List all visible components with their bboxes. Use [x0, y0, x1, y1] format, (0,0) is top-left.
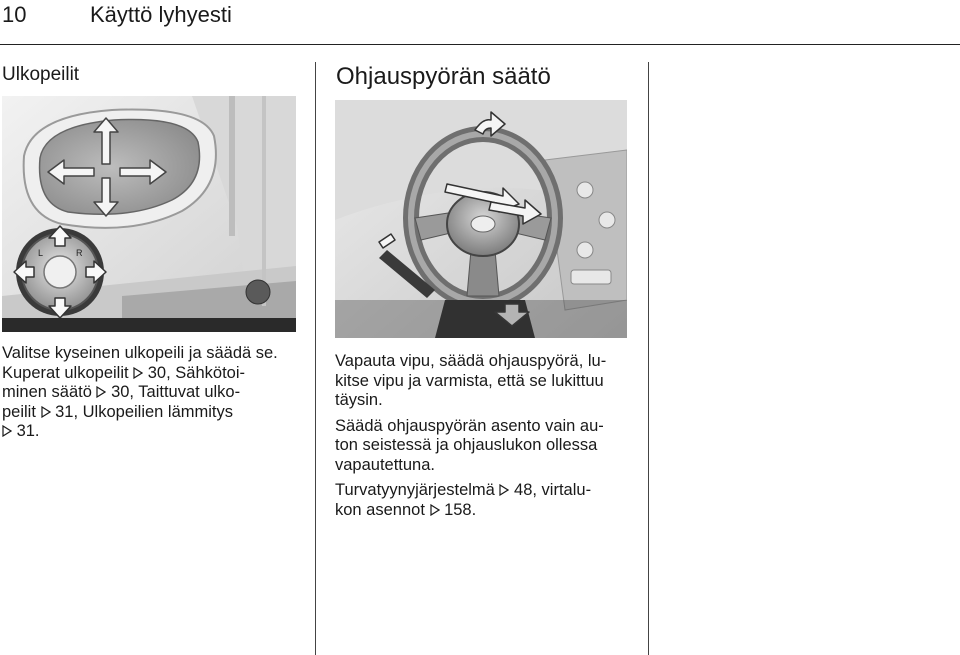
page-reference-arrow-icon: [133, 367, 143, 379]
mirror-text-line: 31.: [12, 422, 40, 440]
section-title-steering: Ohjauspyörän säätö: [336, 63, 551, 90]
steering-text-line: 158.: [439, 500, 477, 519]
mirror-text-line: Kuperat ulkopeilit: [2, 363, 129, 382]
page-reference-arrow-icon: [96, 386, 106, 398]
steering-text-line: Turvatyynyjärjestelmä: [335, 481, 495, 499]
header-rule: [0, 44, 960, 45]
steering-text-line: Vapauta vipu, säädä ohjauspyörä, lu-: [335, 352, 607, 370]
steering-text-line: 48, virtalu-: [509, 481, 592, 499]
mirror-text-line: Valitse kyseinen ulkopeili ja säädä se.: [2, 344, 278, 362]
page-header: [0, 0, 960, 46]
mirror-text-line: peilit: [2, 402, 36, 421]
mirror-text-line: 30, Sähkötoi-: [143, 363, 245, 382]
page-reference-arrow-icon: [499, 484, 509, 496]
mirror-instructions: [2, 344, 302, 448]
steering-text-line: Säädä ohjauspyörän asento vain au-: [335, 416, 604, 435]
steering-text-line: vapautettuna.: [335, 455, 435, 474]
steering-text-line: kon asennot: [335, 500, 425, 519]
column-divider: [315, 62, 316, 655]
mirror-adjust-illustration: [2, 96, 296, 332]
page-reference-arrow-icon: [2, 425, 12, 437]
section-title-mirrors: Ulkopeilit: [2, 64, 80, 85]
chapter-title: Käyttö lyhyesti: [90, 2, 232, 27]
steering-text-line: ton seistessä ja ohjauslukon ollessa: [335, 436, 598, 454]
page-reference-arrow-icon: [41, 406, 51, 418]
steering-instructions: [335, 352, 635, 526]
mirror-text-line: minen säätö: [2, 383, 92, 401]
svg-text:R: R: [76, 248, 83, 258]
steering-wheel-illustration: [335, 100, 627, 338]
steering-text-line: täysin.: [335, 391, 383, 409]
steering-text-line: kitse vipu ja varmista, että se lukittuu: [335, 371, 604, 390]
page-number: 10: [2, 2, 27, 27]
mirror-text-line: 31, Ulkopeilien lämmitys: [50, 402, 234, 421]
page-reference-arrow-icon: [430, 504, 440, 516]
svg-text:L: L: [38, 248, 44, 258]
column-divider: [648, 62, 649, 655]
mirror-text-line: 30, Taittuvat ulko-: [106, 383, 241, 401]
